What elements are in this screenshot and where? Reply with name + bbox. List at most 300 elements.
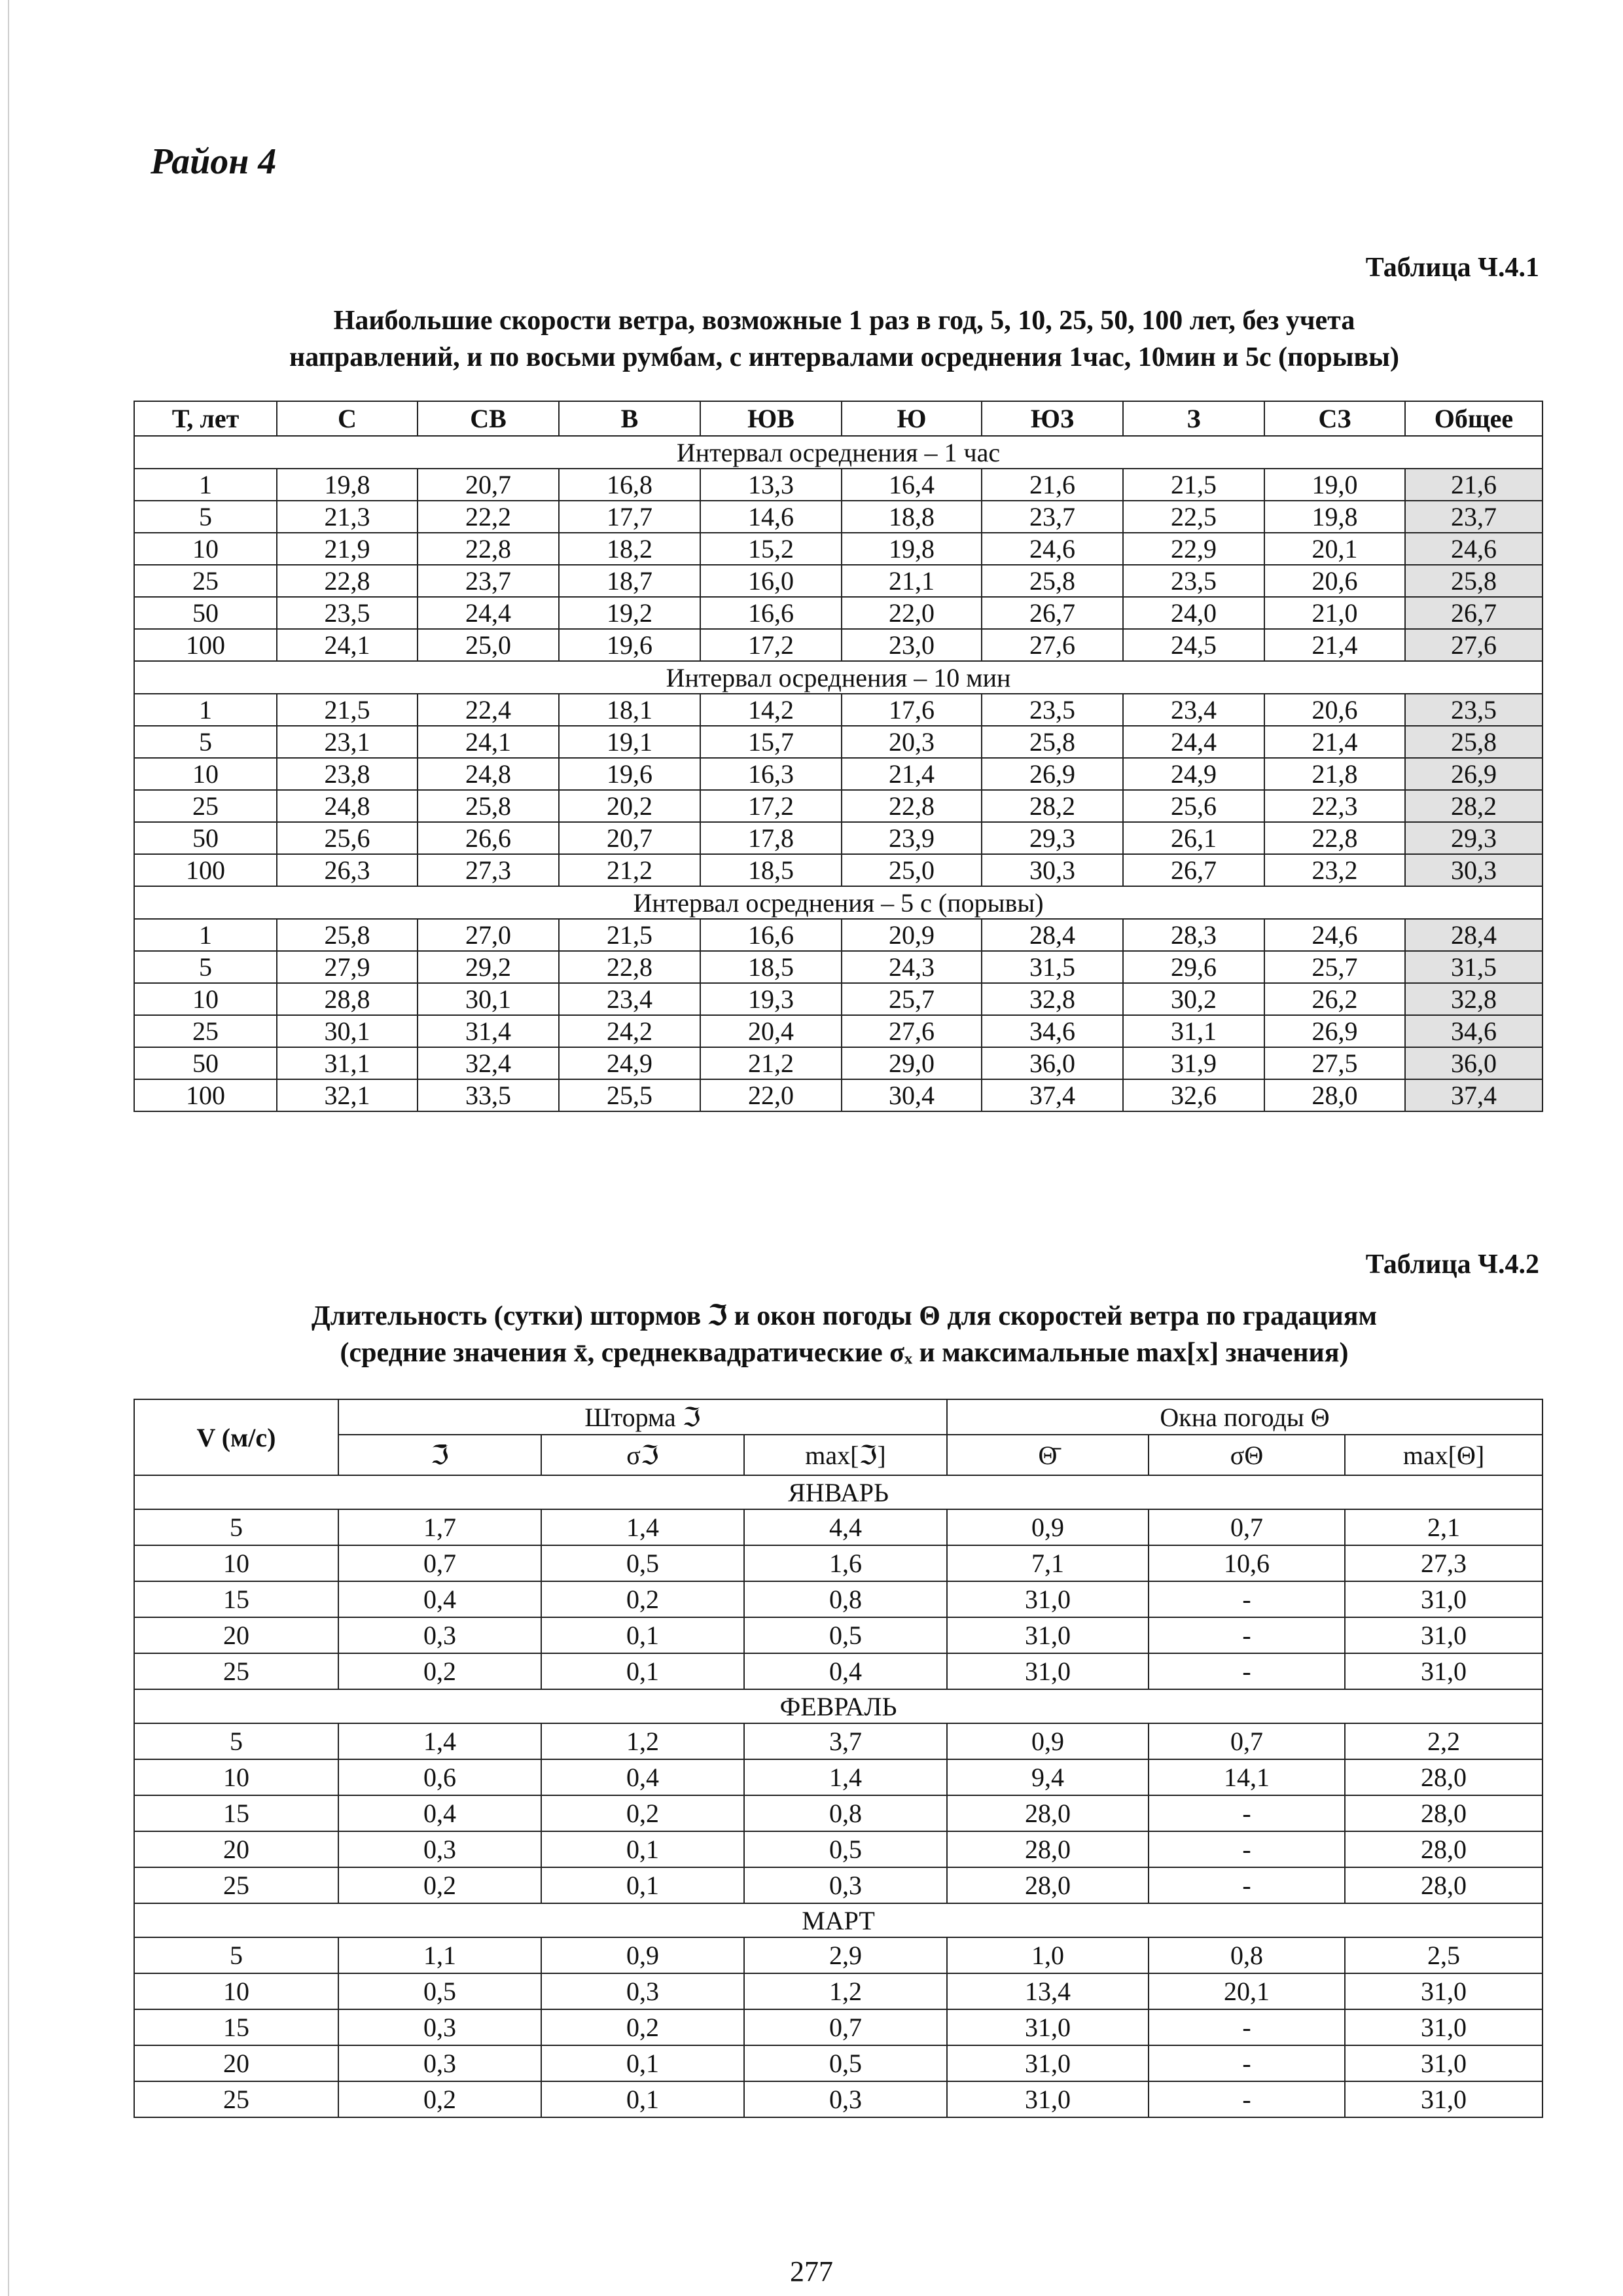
table2-title — [131, 1298, 1558, 1371]
table1-label: Таблица Ч.4.1 — [1365, 253, 1539, 283]
speed-cell: 28,2 — [982, 790, 1123, 822]
wind-speed-cell: 20 — [134, 1831, 338, 1867]
duration-cell: 28,0 — [1345, 1795, 1543, 1831]
duration-cell: 0,8 — [1149, 1937, 1345, 1973]
duration-cell: 0,1 — [541, 2081, 744, 2117]
speed-cell: 17,8 — [700, 822, 842, 854]
wind-speed-cell: 5 — [134, 1723, 338, 1759]
return-period-cell: 100 — [134, 1079, 277, 1111]
duration-cell: 28,0 — [947, 1795, 1149, 1831]
duration-cell: - — [1149, 2045, 1345, 2081]
overall-speed-cell: 25,8 — [1405, 565, 1543, 597]
table-row — [134, 501, 1543, 533]
speed-cell: 19,6 — [559, 758, 700, 790]
page-number: 277 — [790, 2255, 833, 2287]
duration-cell: - — [1149, 2081, 1345, 2117]
speed-cell: 16,6 — [700, 919, 842, 951]
duration-cell: 0,4 — [338, 1581, 541, 1617]
speed-cell: 21,1 — [842, 565, 982, 597]
duration-cell: 2,9 — [744, 1937, 947, 1973]
duration-cell: 1,0 — [947, 1937, 1149, 1973]
return-period-cell: 5 — [134, 951, 277, 983]
speed-cell: 24,1 — [277, 629, 418, 661]
duration-cell: 0,7 — [338, 1545, 541, 1581]
table2-subheader: σΘ — [1149, 1435, 1345, 1475]
speed-cell: 21,8 — [1264, 758, 1405, 790]
table-row — [134, 1723, 1543, 1759]
speed-cell: 25,6 — [1123, 790, 1264, 822]
speed-cell: 23,8 — [277, 758, 418, 790]
speed-cell: 26,1 — [1123, 822, 1264, 854]
table2-subheader: σℑ — [541, 1435, 744, 1475]
speed-cell: 24,3 — [842, 951, 982, 983]
speed-cell: 17,2 — [700, 790, 842, 822]
speed-cell: 23,7 — [982, 501, 1123, 533]
speed-cell: 25,7 — [1264, 951, 1405, 983]
speed-cell: 17,6 — [842, 694, 982, 726]
speed-cell: 29,0 — [842, 1047, 982, 1079]
speed-cell: 25,6 — [277, 822, 418, 854]
duration-cell: 7,1 — [947, 1545, 1149, 1581]
speed-cell: 21,5 — [559, 919, 700, 951]
overall-speed-cell: 26,7 — [1405, 597, 1543, 629]
speed-cell: 21,3 — [277, 501, 418, 533]
speed-cell: 21,5 — [1123, 469, 1264, 501]
duration-cell: 0,5 — [744, 1831, 947, 1867]
duration-cell: 0,2 — [338, 2081, 541, 2117]
month-title: МАРТ — [134, 1903, 1543, 1937]
speed-cell: 31,9 — [1123, 1047, 1264, 1079]
return-period-cell: 10 — [134, 983, 277, 1015]
speed-cell: 18,2 — [559, 533, 700, 565]
table1-col-header: СЗ — [1264, 401, 1405, 436]
duration-cell: 0,7 — [1149, 1509, 1345, 1545]
speed-cell: 22,8 — [842, 790, 982, 822]
overall-speed-cell: 37,4 — [1405, 1079, 1543, 1111]
v-header: V (м/с) — [134, 1399, 338, 1475]
duration-cell: 31,0 — [947, 2009, 1149, 2045]
speed-cell: 26,7 — [1123, 854, 1264, 886]
speed-cell: 21,2 — [559, 854, 700, 886]
duration-cell: - — [1149, 1617, 1345, 1653]
speed-cell: 22,0 — [842, 597, 982, 629]
section-header-row — [134, 436, 1543, 469]
overall-speed-cell: 23,7 — [1405, 501, 1543, 533]
speed-cell: 32,8 — [982, 983, 1123, 1015]
duration-cell: 0,5 — [338, 1973, 541, 2009]
wind-speed-cell: 10 — [134, 1759, 338, 1795]
duration-cell: - — [1149, 1831, 1345, 1867]
speed-cell: 19,1 — [559, 726, 700, 758]
section-title: Интервал осреднения – 5 с (порывы) — [134, 886, 1543, 919]
speed-cell: 25,8 — [418, 790, 559, 822]
speed-cell: 20,6 — [1264, 694, 1405, 726]
duration-cell: 31,0 — [1345, 2081, 1543, 2117]
wind-speed-cell: 25 — [134, 1653, 338, 1689]
duration-cell: 20,1 — [1149, 1973, 1345, 2009]
duration-cell: 31,0 — [1345, 1581, 1543, 1617]
duration-cell: 0,2 — [541, 2009, 744, 2045]
return-period-cell: 10 — [134, 533, 277, 565]
duration-cell: 28,0 — [947, 1831, 1149, 1867]
speed-cell: 24,6 — [1264, 919, 1405, 951]
speed-cell: 24,5 — [1123, 629, 1264, 661]
duration-cell: 1,4 — [541, 1509, 744, 1545]
speed-cell: 14,6 — [700, 501, 842, 533]
wind-speed-cell: 25 — [134, 2081, 338, 2117]
speed-cell: 25,5 — [559, 1079, 700, 1111]
speed-cell: 14,2 — [700, 694, 842, 726]
table-row — [134, 1079, 1543, 1111]
table1-col-header: Общее — [1405, 401, 1543, 436]
speed-cell: 28,8 — [277, 983, 418, 1015]
speed-cell: 19,8 — [1264, 501, 1405, 533]
duration-cell: 0,3 — [338, 1831, 541, 1867]
table1-title-line2: направлений, и по восьми румбам, с интервалами осреднения 1час, 10мин и 5с (порывы) — [289, 342, 1399, 372]
table1-col-header: В — [559, 401, 700, 436]
duration-cell: 31,0 — [947, 1581, 1149, 1617]
duration-cell: 0,8 — [744, 1581, 947, 1617]
speed-cell: 27,6 — [982, 629, 1123, 661]
table-row — [134, 1831, 1543, 1867]
speed-cell: 29,3 — [982, 822, 1123, 854]
duration-cell: 0,3 — [338, 2009, 541, 2045]
duration-cell: 0,7 — [744, 2009, 947, 2045]
duration-cell: 1,4 — [744, 1759, 947, 1795]
duration-cell: 0,1 — [541, 1867, 744, 1903]
speed-cell: 22,8 — [277, 565, 418, 597]
overall-speed-cell: 24,6 — [1405, 533, 1543, 565]
table1-header-row — [134, 401, 1543, 436]
speed-cell: 15,7 — [700, 726, 842, 758]
duration-cell: 2,5 — [1345, 1937, 1543, 1973]
speed-cell: 17,7 — [559, 501, 700, 533]
speed-cell: 25,8 — [982, 726, 1123, 758]
table-row — [134, 2081, 1543, 2117]
speed-cell: 25,8 — [277, 919, 418, 951]
table2-subheader: max[ℑ] — [744, 1435, 947, 1475]
scan-edge-line — [8, 0, 9, 2296]
speed-cell: 26,2 — [1264, 983, 1405, 1015]
duration-cell: 0,2 — [338, 1653, 541, 1689]
duration-cell: 0,5 — [541, 1545, 744, 1581]
table-row — [134, 919, 1543, 951]
speed-cell: 31,5 — [982, 951, 1123, 983]
duration-cell: 27,3 — [1345, 1545, 1543, 1581]
speed-cell: 20,1 — [1264, 533, 1405, 565]
speed-cell: 30,3 — [982, 854, 1123, 886]
speed-cell: 24,6 — [982, 533, 1123, 565]
month-header-row — [134, 1475, 1543, 1509]
overall-speed-cell: 30,3 — [1405, 854, 1543, 886]
duration-cell: 31,0 — [947, 1617, 1149, 1653]
duration-cell: 28,0 — [1345, 1831, 1543, 1867]
speed-cell: 19,8 — [277, 469, 418, 501]
speed-cell: 19,2 — [559, 597, 700, 629]
table-row — [134, 726, 1543, 758]
table-row — [134, 1047, 1543, 1079]
duration-cell: 3,7 — [744, 1723, 947, 1759]
month-header-row — [134, 1689, 1543, 1723]
speed-cell: 23,0 — [842, 629, 982, 661]
wind-speed-cell: 15 — [134, 1795, 338, 1831]
table2-header-row-2 — [134, 1435, 1543, 1475]
table-row — [134, 983, 1543, 1015]
return-period-cell: 25 — [134, 565, 277, 597]
table2-subheader: Θ̄ — [947, 1435, 1149, 1475]
duration-cell: 1,4 — [338, 1723, 541, 1759]
duration-cell: 0,3 — [338, 1617, 541, 1653]
speed-cell: 22,3 — [1264, 790, 1405, 822]
table-row — [134, 1653, 1543, 1689]
speed-cell: 21,2 — [700, 1047, 842, 1079]
speed-cell: 23,5 — [982, 694, 1123, 726]
section-title: Интервал осреднения – 1 час — [134, 436, 1543, 469]
duration-cell: 9,4 — [947, 1759, 1149, 1795]
storms-header: Шторма ℑ — [338, 1399, 947, 1435]
table1-col-header: Т, лет — [134, 401, 277, 436]
speed-cell: 18,5 — [700, 854, 842, 886]
duration-cell: 1,7 — [338, 1509, 541, 1545]
speed-cell: 13,3 — [700, 469, 842, 501]
speed-cell: 25,7 — [842, 983, 982, 1015]
speed-cell: 30,1 — [277, 1015, 418, 1047]
table-row — [134, 1867, 1543, 1903]
speed-cell: 17,2 — [700, 629, 842, 661]
duration-cell: 0,9 — [947, 1509, 1149, 1545]
duration-cell: 0,5 — [744, 2045, 947, 2081]
duration-cell: 13,4 — [947, 1973, 1149, 2009]
table-row — [134, 1509, 1543, 1545]
speed-cell: 29,2 — [418, 951, 559, 983]
overall-speed-cell: 34,6 — [1405, 1015, 1543, 1047]
speed-cell: 16,3 — [700, 758, 842, 790]
table-row — [134, 469, 1543, 501]
speed-cell: 26,6 — [418, 822, 559, 854]
duration-cell: 2,2 — [1345, 1723, 1543, 1759]
table-row — [134, 951, 1543, 983]
speed-cell: 22,4 — [418, 694, 559, 726]
speed-cell: 16,0 — [700, 565, 842, 597]
speed-cell: 31,4 — [418, 1015, 559, 1047]
duration-cell: - — [1149, 1867, 1345, 1903]
speed-cell: 22,9 — [1123, 533, 1264, 565]
table-row — [134, 1973, 1543, 2009]
overall-speed-cell: 26,9 — [1405, 758, 1543, 790]
speed-cell: 24,4 — [1123, 726, 1264, 758]
wind-speed-cell: 10 — [134, 1973, 338, 2009]
speed-cell: 22,2 — [418, 501, 559, 533]
overall-speed-cell: 31,5 — [1405, 951, 1543, 983]
speed-cell: 23,5 — [277, 597, 418, 629]
table2-label: Таблица Ч.4.2 — [1365, 1249, 1539, 1280]
speed-cell: 20,9 — [842, 919, 982, 951]
speed-cell: 20,6 — [1264, 565, 1405, 597]
speed-cell: 23,5 — [1123, 565, 1264, 597]
table1-col-header: ЮВ — [700, 401, 842, 436]
speed-cell: 21,4 — [842, 758, 982, 790]
section-title: Интервал осреднения – 10 мин — [134, 661, 1543, 694]
speed-cell: 24,0 — [1123, 597, 1264, 629]
duration-cell: 1,2 — [541, 1723, 744, 1759]
duration-cell: 1,1 — [338, 1937, 541, 1973]
speed-cell: 24,9 — [1123, 758, 1264, 790]
duration-cell: 10,6 — [1149, 1545, 1345, 1581]
return-period-cell: 1 — [134, 919, 277, 951]
overall-speed-cell: 36,0 — [1405, 1047, 1543, 1079]
month-header-row — [134, 1903, 1543, 1937]
return-period-cell: 25 — [134, 1015, 277, 1047]
duration-cell: 31,0 — [1345, 2009, 1543, 2045]
duration-cell: 1,6 — [744, 1545, 947, 1581]
overall-speed-cell: 23,5 — [1405, 694, 1543, 726]
table-row — [134, 822, 1543, 854]
return-period-cell: 50 — [134, 597, 277, 629]
duration-cell: 28,0 — [1345, 1759, 1543, 1795]
overall-speed-cell: 27,6 — [1405, 629, 1543, 661]
wind-speed-cell: 20 — [134, 1617, 338, 1653]
speed-cell: 16,8 — [559, 469, 700, 501]
speed-cell: 24,4 — [418, 597, 559, 629]
duration-cell: - — [1149, 1581, 1345, 1617]
speed-cell: 19,8 — [842, 533, 982, 565]
duration-cell: 0,1 — [541, 1617, 744, 1653]
duration-cell: 0,6 — [338, 1759, 541, 1795]
speed-cell: 27,9 — [277, 951, 418, 983]
speed-cell: 16,6 — [700, 597, 842, 629]
overall-speed-cell: 29,3 — [1405, 822, 1543, 854]
duration-cell: 31,0 — [947, 2045, 1149, 2081]
wind-speed-cell: 20 — [134, 2045, 338, 2081]
duration-cell: 0,3 — [338, 2045, 541, 2081]
speed-cell: 37,4 — [982, 1079, 1123, 1111]
return-period-cell: 100 — [134, 629, 277, 661]
section-header-row — [134, 886, 1543, 919]
wind-speed-table — [134, 401, 1543, 1112]
speed-cell: 18,5 — [700, 951, 842, 983]
duration-cell: 0,9 — [541, 1937, 744, 1973]
speed-cell: 22,8 — [418, 533, 559, 565]
table-row — [134, 629, 1543, 661]
table-row — [134, 533, 1543, 565]
table-row — [134, 2045, 1543, 2081]
table1-col-header: С — [277, 401, 418, 436]
duration-cell: 14,1 — [1149, 1759, 1345, 1795]
table-row — [134, 565, 1543, 597]
table1-col-header: З — [1123, 401, 1264, 436]
speed-cell: 18,8 — [842, 501, 982, 533]
speed-cell: 21,4 — [1264, 629, 1405, 661]
speed-cell: 23,9 — [842, 822, 982, 854]
speed-cell: 32,4 — [418, 1047, 559, 1079]
duration-cell: 1,2 — [744, 1973, 947, 2009]
speed-cell: 32,6 — [1123, 1079, 1264, 1111]
speed-cell: 32,1 — [277, 1079, 418, 1111]
month-title: ЯНВАРЬ — [134, 1475, 1543, 1509]
table1-title-line1: Наибольшие скорости ветра, возможные 1 раз в год, 5, 10, 25, 50, 100 лет, без учета — [333, 306, 1355, 336]
duration-cell: 0,5 — [744, 1617, 947, 1653]
speed-cell: 19,3 — [700, 983, 842, 1015]
speed-cell: 16,4 — [842, 469, 982, 501]
speed-cell: 31,1 — [277, 1047, 418, 1079]
speed-cell: 18,7 — [559, 565, 700, 597]
duration-cell: 28,0 — [947, 1867, 1149, 1903]
return-period-cell: 10 — [134, 758, 277, 790]
duration-cell: 0,1 — [541, 1653, 744, 1689]
speed-cell: 20,2 — [559, 790, 700, 822]
duration-cell: - — [1149, 2009, 1345, 2045]
overall-speed-cell: 32,8 — [1405, 983, 1543, 1015]
duration-cell: 0,4 — [541, 1759, 744, 1795]
speed-cell: 21,0 — [1264, 597, 1405, 629]
overall-speed-cell: 21,6 — [1405, 469, 1543, 501]
return-period-cell: 1 — [134, 694, 277, 726]
speed-cell: 24,2 — [559, 1015, 700, 1047]
speed-cell: 25,0 — [418, 629, 559, 661]
speed-cell: 20,4 — [700, 1015, 842, 1047]
speed-cell: 21,4 — [1264, 726, 1405, 758]
wind-speed-cell: 5 — [134, 1509, 338, 1545]
duration-cell: 0,7 — [1149, 1723, 1345, 1759]
speed-cell: 21,5 — [277, 694, 418, 726]
table-row — [134, 758, 1543, 790]
duration-cell: 31,0 — [1345, 1653, 1543, 1689]
storm-duration-table — [134, 1399, 1543, 2118]
wind-speed-cell: 25 — [134, 1867, 338, 1903]
return-period-cell: 100 — [134, 854, 277, 886]
speed-cell: 23,4 — [1123, 694, 1264, 726]
duration-cell: 0,4 — [338, 1795, 541, 1831]
table-row — [134, 1581, 1543, 1617]
duration-cell: 28,0 — [1345, 1867, 1543, 1903]
weather-windows-header: Окна погоды Θ — [947, 1399, 1543, 1435]
speed-cell: 27,3 — [418, 854, 559, 886]
table-row — [134, 854, 1543, 886]
table-row — [134, 1795, 1543, 1831]
speed-cell: 21,9 — [277, 533, 418, 565]
duration-cell: 31,0 — [947, 2081, 1149, 2117]
wind-speed-cell: 10 — [134, 1545, 338, 1581]
table1-col-header: ЮЗ — [982, 401, 1123, 436]
wind-speed-cell: 5 — [134, 1937, 338, 1973]
speed-cell: 23,7 — [418, 565, 559, 597]
speed-cell: 30,4 — [842, 1079, 982, 1111]
duration-cell: 31,0 — [1345, 1617, 1543, 1653]
speed-cell: 25,0 — [842, 854, 982, 886]
overall-speed-cell: 28,2 — [1405, 790, 1543, 822]
speed-cell: 28,3 — [1123, 919, 1264, 951]
speed-cell: 26,7 — [982, 597, 1123, 629]
duration-cell: 2,1 — [1345, 1509, 1543, 1545]
overall-speed-cell: 25,8 — [1405, 726, 1543, 758]
table-row — [134, 597, 1543, 629]
table-row — [134, 1937, 1543, 1973]
table2-subheader: max[Θ] — [1345, 1435, 1543, 1475]
table2-title-line2: (средние значения x̄, среднеквадратические σₓ и максимальные max[x] значения) — [340, 1338, 1349, 1368]
duration-cell: 0,4 — [744, 1653, 947, 1689]
speed-cell: 28,4 — [982, 919, 1123, 951]
wind-speed-cell: 15 — [134, 1581, 338, 1617]
table-row — [134, 1759, 1543, 1795]
speed-cell: 22,8 — [559, 951, 700, 983]
speed-cell: 25,8 — [982, 565, 1123, 597]
overall-speed-cell: 28,4 — [1405, 919, 1543, 951]
duration-cell: 0,2 — [541, 1581, 744, 1617]
speed-cell: 22,0 — [700, 1079, 842, 1111]
table-row — [134, 2009, 1543, 2045]
duration-cell: - — [1149, 1653, 1345, 1689]
speed-cell: 23,2 — [1264, 854, 1405, 886]
